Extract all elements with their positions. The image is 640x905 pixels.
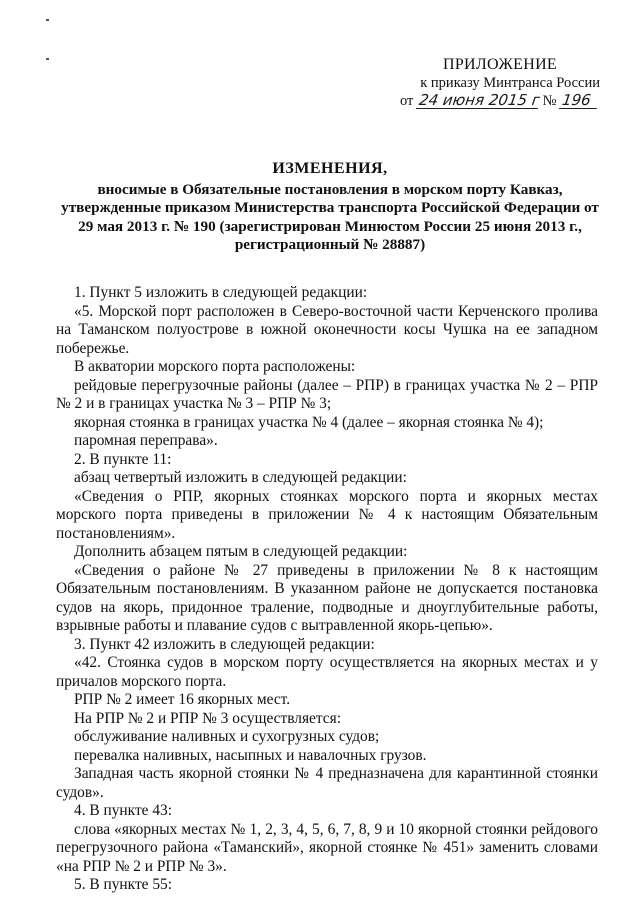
- heading-subtitle: вносимые в Обязательные постановления в морском порту Кавказ, утвержденные приказом Министерства транспорта Российской Федерации от 29 мая 2013 г. № 190 (зарегистрирован Минюстом России 25 июня 2013 г., регистрационный № 28887): [61, 180, 599, 254]
- paragraph: «5. Морской порт расположен в Северо-восточной части Керченского пролива на Таманском полуострове в южной оконечности косы Чушка на ее западном побережье.: [56, 302, 598, 357]
- handwritten-number: 196: [559, 93, 599, 109]
- document-body: [56, 284, 598, 895]
- appendix-order-ref: к приказу Минтранса России: [420, 75, 600, 91]
- paragraph: 4. В пункте 43:: [74, 802, 173, 819]
- paragraph: перевалка наливных, насыпных и навалочных грузов.: [74, 746, 427, 764]
- document-heading: [60, 160, 600, 255]
- scan-speck-1: [46, 19, 49, 21]
- paragraph: Западная часть якорной стоянки № 4 предназначена для карантинной стоянки судов».: [56, 765, 598, 801]
- paragraph: «42. Стоянка судов в морском порту осуществляется на якорных местах и у причалов морского порта.: [56, 654, 598, 690]
- paragraph: 3. Пункт 42 изложить в следующей редакции:: [74, 635, 375, 653]
- paragraph: На РПР № 2 и РПР № 3 осуществляется:: [74, 709, 341, 727]
- paragraph: В акватории морского порта расположены:: [74, 358, 356, 375]
- paragraph: якорная стоянка в границах участка № 4 (далее – якорная стоянка № 4);: [74, 413, 544, 431]
- paragraph: «Сведения о РПР, якорных стоянках морского порта и якорных местах морского порта приведены в приложении № 4 к настоящим Обязательным постановлениям».: [56, 487, 598, 542]
- number-label: №: [542, 93, 557, 109]
- paragraph: рейдовые перегрузочные районы (далее – РПР) в границах участка № 2 – РПР № 2 и в границах участка № 3 – РПР № 3;: [56, 376, 598, 412]
- paragraph: обслуживание наливных и сухогрузных судов;: [74, 728, 380, 745]
- paragraph: 5. В пункте 55:: [74, 876, 173, 893]
- handwritten-date: 24 июня 2015 г: [417, 91, 542, 109]
- paragraph: «Сведения о районе № 27 приведены в приложении № 8 к настоящим Обязательным постановлениям. В указанном районе не допускается постановка судов на якорь, придонное траление, подводные и дноуглубительные работы, взрывные работы и плавание судов с вытравленной якорь-цепью».: [56, 561, 598, 634]
- paragraph: РПР № 2 имеет 16 якорных мест.: [74, 691, 291, 708]
- appendix-stamp: [400, 56, 600, 110]
- paragraph: абзац четвертый изложить в следующей редакции:: [74, 469, 407, 486]
- appendix-date-line: [400, 92, 600, 110]
- scan-speck-2: [46, 58, 49, 60]
- paragraph: слова «якорных местах № 1, 2, 3, 4, 5, 6, 7, 8, 9 и 10 якорной стоянки рейдового перегрузочного района «Таманский», якорной стоянке № 451» заменить словами «на РПР № 2 и РПР № 3».: [56, 820, 598, 875]
- paragraph: 1. Пункт 5 изложить в следующей редакции:: [74, 284, 368, 301]
- paragraph: 2. В пункте 11:: [74, 450, 172, 468]
- paragraph: паромная переправа».: [74, 432, 218, 449]
- appendix-title: ПРИЛОЖЕНИЕ: [442, 56, 557, 73]
- paragraph: Дополнить абзацем пятым в следующей редакции:: [74, 543, 408, 560]
- heading-title: ИЗМЕНЕНИЯ,: [272, 160, 388, 177]
- from-label: от: [400, 93, 414, 109]
